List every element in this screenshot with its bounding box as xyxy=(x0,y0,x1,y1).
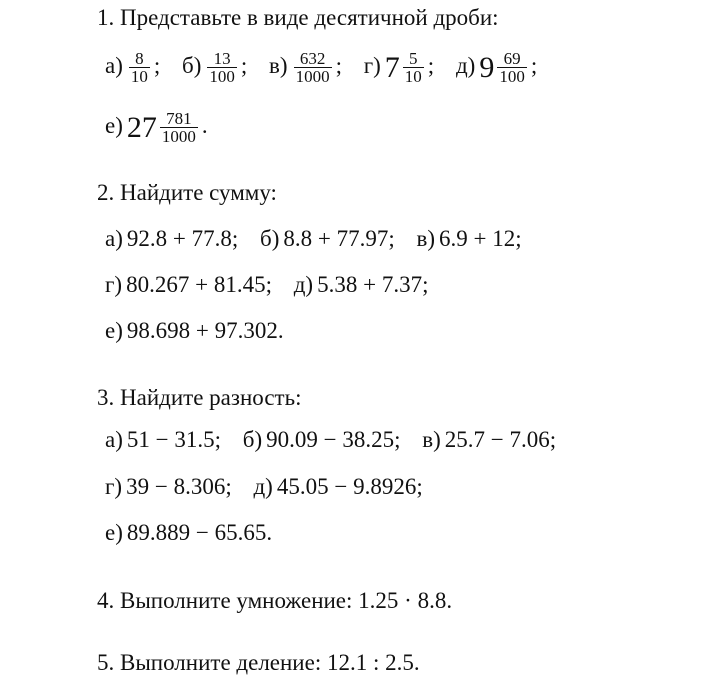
task4-title: 4. Выполните умножение: 1.25 · 8.8. xyxy=(97,588,453,613)
denominator: 1000 xyxy=(295,67,330,86)
denominator: 10 xyxy=(404,67,422,86)
item-label: а) xyxy=(105,225,123,251)
task1-item-e xyxy=(105,110,208,145)
punctuation: ; xyxy=(335,52,342,78)
expression: 45.05 − 9.8926; xyxy=(276,473,423,499)
denominator: 100 xyxy=(209,67,235,86)
expression: 92.8 + 77.8; xyxy=(126,225,239,251)
task3-item-v xyxy=(422,426,556,454)
numerator: 69 xyxy=(503,49,521,68)
task2-item-d xyxy=(294,271,429,299)
item-label: д) xyxy=(455,52,476,78)
expression: 8.8 + 77.97; xyxy=(283,225,395,251)
task2-item-v xyxy=(417,225,522,253)
task5-title: 5. Выполните деление: 12.1 : 2.5. xyxy=(97,650,420,675)
task1-item-g xyxy=(364,50,434,85)
numerator: 5 xyxy=(409,49,418,68)
item-label: д) xyxy=(253,473,273,499)
fraction xyxy=(497,50,527,85)
task2-item-e xyxy=(105,317,284,345)
expression: 39 − 8.306; xyxy=(126,473,232,499)
task3-row1 xyxy=(105,424,556,454)
item-label: в) xyxy=(269,52,288,78)
punctuation: . xyxy=(201,112,208,138)
expression: 98.698 + 97.302. xyxy=(126,317,284,343)
task3-title: 3. Найдите разность: xyxy=(97,385,302,410)
task3-item-e xyxy=(105,519,272,547)
task2-row2 xyxy=(105,269,428,299)
punctuation: ; xyxy=(153,52,161,78)
numerator: 8 xyxy=(135,49,144,68)
whole-part: 7 xyxy=(384,50,400,84)
task1-item-b xyxy=(182,50,247,85)
task3-row2 xyxy=(105,471,423,501)
fraction xyxy=(160,110,198,145)
task2-item-b xyxy=(260,225,395,253)
task3-item-g xyxy=(105,473,232,501)
task2-title: 2. Найдите сумму: xyxy=(97,180,277,205)
task1-row2 xyxy=(105,110,208,145)
expression: 51 − 31.5; xyxy=(126,426,221,452)
task1-item-v xyxy=(269,50,342,85)
denominator: 1000 xyxy=(161,127,196,146)
item-label: г) xyxy=(363,52,381,78)
item-label: в) xyxy=(416,225,436,251)
fraction xyxy=(403,50,424,85)
expression: 90.09 − 38.25; xyxy=(266,426,401,452)
punctuation: ; xyxy=(530,52,538,78)
expression: 6.9 + 12; xyxy=(439,225,522,251)
numerator: 781 xyxy=(166,109,192,128)
whole-part: 27 xyxy=(126,110,157,144)
item-label: б) xyxy=(182,52,202,78)
item-label: б) xyxy=(260,225,280,251)
fraction xyxy=(207,50,237,85)
whole-part: 9 xyxy=(479,50,495,84)
task3-item-b xyxy=(243,426,401,454)
task2-item-g xyxy=(105,271,272,299)
item-label: а) xyxy=(105,52,123,78)
fraction xyxy=(294,50,332,85)
task1-row1 xyxy=(105,50,537,85)
task3-item-d xyxy=(253,473,422,501)
expression: 5.38 + 7.37; xyxy=(317,271,429,297)
numerator: 13 xyxy=(213,49,231,68)
item-label: д) xyxy=(293,271,314,297)
item-label: г) xyxy=(105,271,123,297)
expression: 89.889 − 65.65. xyxy=(126,519,273,545)
punctuation: ; xyxy=(427,52,435,78)
task2-item-a xyxy=(105,225,238,253)
item-label: е) xyxy=(105,519,123,545)
denominator: 100 xyxy=(499,67,525,86)
item-label: е) xyxy=(105,112,123,138)
expression: 25.7 − 7.06; xyxy=(444,426,557,452)
task1-title: 1. Представьте в виде десятичной дроби: xyxy=(97,5,499,30)
item-label: б) xyxy=(242,426,263,452)
punctuation: ; xyxy=(240,52,248,78)
item-label: а) xyxy=(105,426,123,452)
denominator: 10 xyxy=(130,67,148,86)
item-label: в) xyxy=(422,426,441,452)
task2-row1 xyxy=(105,223,522,253)
task2-row3 xyxy=(105,315,284,345)
numerator: 632 xyxy=(299,49,326,68)
item-label: г) xyxy=(105,473,123,499)
item-label: е) xyxy=(105,317,123,343)
task1-item-a xyxy=(105,50,160,85)
task3-item-a xyxy=(105,426,221,454)
task1-item-d xyxy=(456,50,537,85)
fraction xyxy=(129,50,150,85)
expression: 80.267 + 81.45; xyxy=(126,271,272,297)
task3-row3 xyxy=(105,517,272,547)
